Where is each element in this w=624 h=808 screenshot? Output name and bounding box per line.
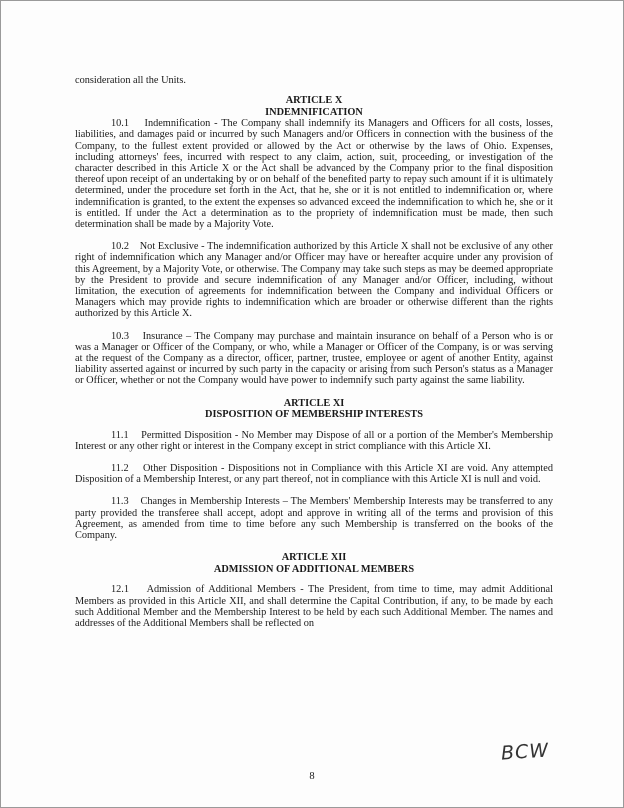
- section-12-1: [75, 584, 553, 629]
- section-11-2: [75, 463, 553, 485]
- handwritten-initials: BCW: [500, 739, 550, 765]
- section-10-1: [75, 118, 553, 230]
- article-xi-heading: [75, 398, 553, 421]
- section-10-3-number: 10.3: [111, 330, 130, 342]
- section-11-1: [75, 430, 553, 452]
- article-x-subtitle: INDEMNIFICATION: [265, 106, 363, 118]
- article-xi-title: ARTICLE XI: [283, 397, 345, 409]
- section-11-3-number: 11.3: [111, 496, 129, 508]
- section-11-2-number: 11.2: [111, 463, 129, 475]
- article-xii-heading: [75, 552, 553, 575]
- section-10-3-text: Insurance – The Company may purchase and maintain insurance on behalf of a Person who is or was a Manager or Officer of the Company, or who, while a Manager or Officer of the Company, is or was serving at the request of the Company as a director, officer, partner, trustee, employee or agent of another Entity, against liability asserted against or incurred by such party in the capacity or arising from such Person's status as a Manager or Officer, whether or not the Company would have power to indemnify such party against the same liability.: [75, 330, 553, 387]
- section-11-1-number: 11.1: [111, 429, 129, 441]
- section-11-3-text: Changes in Membership Interests – The Members' Membership Interests may be transferred to any party provided the transferee shall accept, adopt and approve in writing all of the terms and provision of this Agreement, as amended from time to time before any such Membership is transferred on the books of the Company.: [75, 496, 553, 542]
- section-10-1-number: 10.1: [111, 118, 130, 130]
- section-11-1-text: Permitted Disposition - No Member may Dispose of all or a portion of the Member's Membership Interest or any other right or interest in the Company except in strict compliance with this Article XI.: [75, 429, 554, 452]
- intro-line: consideration all the Units.: [75, 75, 186, 86]
- section-12-1-text: Admission of Additional Members - The President, from time to time, may admit Additional Members as provided in this Article XII, and shall determine the Capital Contribution, if any, to be made by each such Additional Member and the Membership Interest to be held by each such Additional Member. The names and addresses of the Additional Members shall be reflected on: [75, 584, 553, 629]
- section-11-2-text: Other Disposition - Dispositions not in Compliance with this Article XI are void. Any attempted Disposition of a Membership Interest, or any part thereof, not in compliance with this Article XI is null and void.: [75, 463, 553, 486]
- article-xii-title: ARTICLE XII: [281, 552, 347, 564]
- section-11-3: [75, 496, 553, 541]
- section-10-2: [75, 241, 553, 319]
- section-12-1-number: 12.1: [111, 584, 130, 596]
- section-10-2-text: Not Exclusive - The indemnification authorized by this Article X shall not be exclusive of any other right of indemnification which any Manager and/or Officer may have or hereafter acquire under any provision of this Agreement, by a Majority Vote, or otherwise. The Company may take such steps as may be deemed appropriate by the President to provide and secure indemnification of any Manager and/or Officer, including, without limitation, the execution of agreements for indemnification between the Company and individual Officers or Managers which may provide rights to indemnification which are broader or otherwise different than the rights authorized by this Article X.: [75, 241, 553, 320]
- article-x-heading: [75, 95, 553, 118]
- article-xi-subtitle: DISPOSITION OF MEMBERSHIP INTERESTS: [205, 409, 423, 421]
- section-10-1-text: Indemnification - The Company shall indemnify its Managers and Officers for all costs, losses, liabilities, and damages paid or incurred by such Managers and/or Officers in connection with the business of the Company, to the fullest extent provided or allowed by the Act or otherwise by the laws of Ohio. Expenses, including attorneys' fees, incurred with respect to any claim, action, suit, proceeding, or investigation of the character described in this Article X or the Act shall be advanced by the Company prior to the final disposition thereof upon receipt of an undertaking by or on behalf of the benefited party to repay such amount if it is ultimately determined, under the procedure set forth in the Act, that he, she or it is not entitled to indemnification or, where indemnification is granted, to the extent the expenses so advanced exceed the indemnification to which he, she or it is entitled. If under the Act a determination as to the propriety of indemnification must be made, then such determination shall be made by a Majority Vote.: [75, 118, 554, 231]
- document-body: [75, 75, 553, 629]
- section-10-3: [75, 331, 553, 387]
- article-x-title: ARTICLE X: [285, 95, 343, 107]
- article-xii-subtitle: ADMISSION OF ADDITIONAL MEMBERS: [213, 563, 415, 575]
- section-10-2-number: 10.2: [111, 241, 130, 253]
- page-number: 8: [309, 771, 315, 782]
